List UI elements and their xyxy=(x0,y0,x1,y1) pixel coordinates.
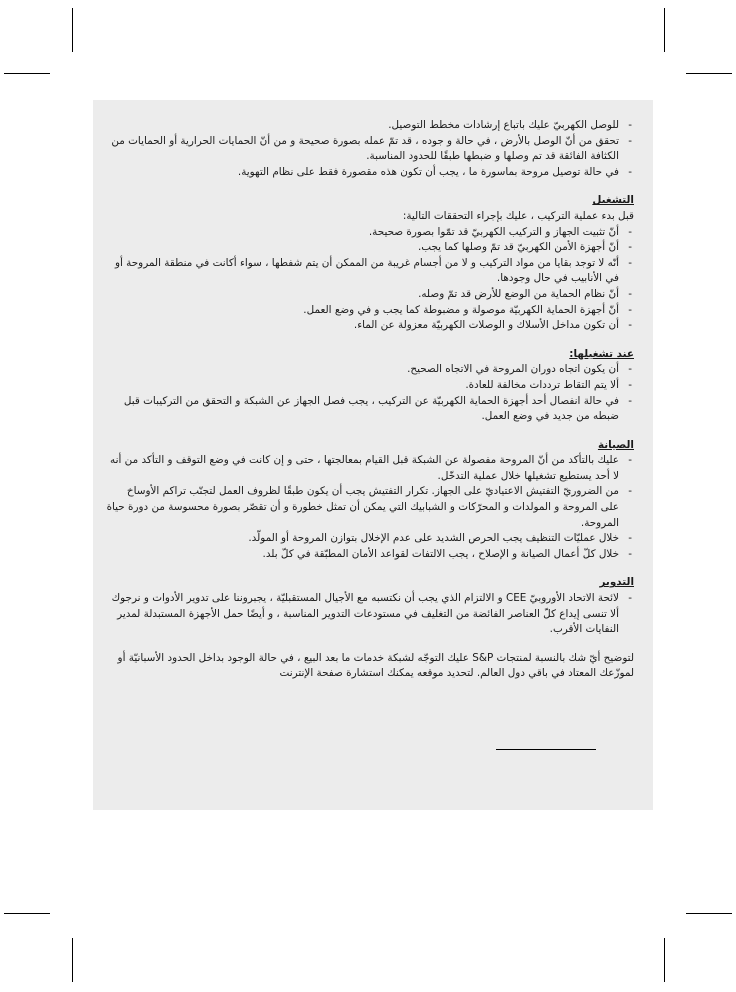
crop-mark xyxy=(72,8,73,52)
list-item: - تحقق من أنّ الوصل بالأرض ، في حالة و جوده ، قد تمّ عمله بصورة صحيحة و من أنّ الحمايات الحرارية أو الحمايات من الكثافة الفائقة قد تم وصلها و ضبطها طبقًا للحدود المناسبة. xyxy=(106,134,634,165)
crop-mark xyxy=(686,913,732,914)
crop-mark xyxy=(664,938,665,982)
section-heading-operation: التشغيل xyxy=(592,194,634,207)
list-item: - أنّ أجهزة الحماية الكهربيّة موصولة و مضبوطة كما يجب و في وضع العمل. xyxy=(106,303,634,319)
section-heading-recycling: التدوير xyxy=(599,576,634,589)
wiring-list xyxy=(106,118,634,180)
crop-mark xyxy=(4,73,50,74)
crop-mark xyxy=(686,73,732,74)
section-heading-maintenance: الصيانة xyxy=(597,438,634,451)
list-item: - أنّ أجهزة الأمن الكهربيّ قد تمّ وصلها كما يجب. xyxy=(106,240,634,256)
list-item: - للوصل الكهربيّ عليك باتباع إرشادات مخطط التوصيل. xyxy=(106,118,634,134)
operation-list xyxy=(106,225,634,334)
list-item: - أنّ نظام الحماية من الوضع للأرض قد تمّ وصله. xyxy=(106,287,634,303)
list-item: - خلال عمليّات التنظيف يجب الحرص الشديد على عدم الإخلال بتوازن المروحة أو المولّد. xyxy=(106,531,634,547)
list-item: - عليك بالتأكد من أنّ المروحة مفصولة عن الشبكة قبل القيام بمعالجتها ، حتى و إن كانت في وضع التوقف و التأكد من أنه لا أحد يستطيع تشغيلها خلال عملية التدخّل. xyxy=(106,453,634,484)
list-item: - أنّ تثبيت الجهاز و التركيب الكهربيّ قد تمّوا بصورة صحيحة. xyxy=(106,225,634,241)
list-item: - من الضروريّ التفتيش الاعتياديّ على الجهاز. تكرار التفتيش يجب أن يكون طبقًا لظروف العمل لتجنّب تراكم الأوساخ على المروحة و المولدات و المحرّكات و الشبابيك التي يمكن أن تمثل خطورة و أن تقصّر بصورة محسوسة من دورة حياة المروحة. xyxy=(106,484,634,531)
crop-mark xyxy=(72,938,73,982)
list-item: - خلال كلّ أعمال الصيانة و الإصلاح ، يجب الالتفات لقواعد الأمان المطبّقة في كلّ بلد. xyxy=(106,547,634,563)
closing-paragraph: لتوضيح أيّ شك بالنسبة لمنتجات S&P عليك التوجّه لشبكة خدمات ما بعد البيع ، في حالة الوجود بداخل الحدود الأسبانيّة أو لموزّعك المعتاد في باقي دول العالم. لتحديد موقعه يمكنك استشارة صفحة الإنترنت xyxy=(117,651,634,680)
list-item: - في حالة انفصال أحد أجهزة الحماية الكهربيّة عن التركيب ، يجب فصل الجهاز عن الشبكة و التحقق من التركيبات قبل ضبطه من جديد في وضع العمل. xyxy=(106,394,634,425)
list-item: - أن تكون مداخل الأسلاك و الوصلات الكهربيّة معزولة عن الماء. xyxy=(106,318,634,334)
section-heading-when-running: عند تشغيلها: xyxy=(569,347,634,360)
list-item: - أن يكون اتجاه دوران المروحة في الاتجاه الصحيح. xyxy=(106,362,634,378)
footnote-rule xyxy=(496,749,596,750)
list-item: - ألا يتم التقاط ترددات مخالفة للعادة. xyxy=(106,378,634,394)
section-intro: قبل بدء عملية التركيب ، عليك بإجراء التحققات التالية: xyxy=(402,209,634,222)
list-item: - في حالة توصيل مروحة بماسورة ما ، يجب أن تكون هذه مقصورة فقط على نظام التهوية. xyxy=(106,165,634,181)
list-item: - أنّه لا توجد بقايا من مواد التركيب و لا من أجسام غريبة من الممكن أن يتم شفطها ، سواء أكانت في منطقة المروحة أو في الأنابيب في حال وجودها. xyxy=(106,256,634,287)
maintenance-list xyxy=(106,453,634,562)
running-list xyxy=(106,362,634,424)
crop-mark xyxy=(4,913,50,914)
recycling-list xyxy=(106,591,634,638)
list-item: - لائحة الاتحاد الأوروبيّ CEE و الالتزام الذي يجب أن نكتسبه مع الأجيال المستقبليّة ، يجبروننا على تدوير الأدوات و نرجوك ألا تنسى إيداع كلّ العناصر الفائضة من التغليف في مستودعات التدوير المناسبة ، و أيضًا حمل الأجهزة المستبدلة لمدير النفايات الأقرب. xyxy=(106,591,634,638)
crop-mark xyxy=(664,8,665,52)
document-body xyxy=(106,118,634,682)
